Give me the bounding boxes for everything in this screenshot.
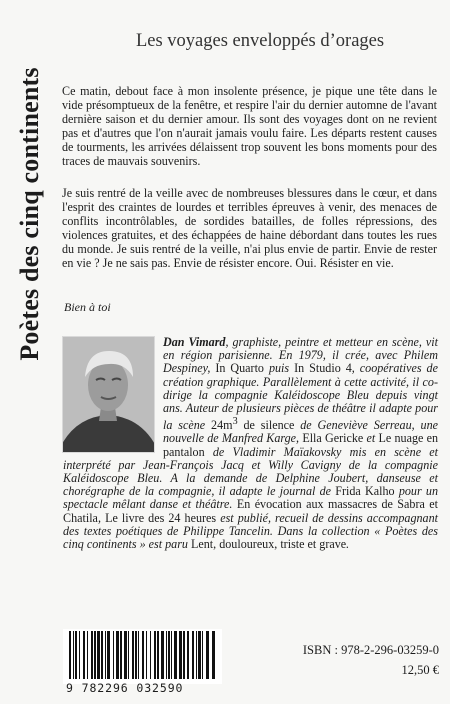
barcode-digits: 9 782296 032590 bbox=[66, 681, 184, 695]
series-name: Poètes des cinq continents bbox=[15, 67, 44, 361]
signoff: Bien à toi bbox=[64, 300, 111, 314]
isbn: ISBN : 978-2-296-03259-0 bbox=[302, 643, 439, 657]
price: 12,50 € bbox=[401, 663, 439, 677]
paragraph-1: Ce matin, debout face à mon insolente présence, je pique une tête dans le vide présomptueux de la fenêtre, et respire l'air du dernier automne de l'avant dernière saison et du dernier amour. Ils sont des voyages dont on ne revient pas et d'autres que l'on n'aurait jamais voulu faire. Les départs restent causes de tourments, les arrivées délaissent trop souvent les bons moments pour des traces de mauvais souvenirs. bbox=[62, 84, 437, 169]
author-name: Dan Vimard bbox=[163, 335, 226, 349]
barcode bbox=[63, 629, 222, 684]
book-title: Les voyages enveloppés d’orages bbox=[135, 31, 385, 51]
paragraph-2: Je suis rentré de la veille avec de nombreuses blessures dans le cœur, et dans l'esprit des craintes de lourdes et terribles épreuves à venir, des menaces de conflits incontrôlables, de sordides batailles, de folles répressions, des violences gratuites, et des échappées de haine débordant dans toutes les rues du monde. Je suis rentré de la veille, n'ai plus envie de partir. Envie de rester en vie ? Je ne sais pas. Envie de résister encore. Oui. Résister en vie. bbox=[62, 186, 437, 271]
author-biography: Dan Vimard, graphiste, peintre et metteur en scène, vit en région parisienne. En 1979, il crée, avec Philem Despiney, In Quarto puis In Studio 4, coopératives de création graphique. Parallèlement à cette activité, il co-dirige la compagnie Kaléidoscope Bleu depuis vingt ans. Auteur de plusieurs pièces de théâtre il adapte pour la scène $24m^3$ de silence de Geneviève Serreau, une nouvelle de Manfred Karge, Ella Gericke et Le nuage en pantalon de Vladimir Maïakovsky mis en scène et interprété par Jean-François Jacq et Willy Cavigny de la compagnie Kaléidoscope Bleu. A la demande de Delphine Joubert, danseuse et chorégraphe de la compagnie, il adapte le journal de Frida Kalho pour un spectacle mêlant danse et théâtre. En évocation aux massacres de Sabra et Chatila, Le livre des 24 heures est publié, recueil de dessins accompagnant des textes poétiques de Philippe Tancelin. Dans la collection « Poètes des cinq continents » est paru Lent, douloureux, triste et grave. bbox=[63, 335, 439, 552]
series-spine-title bbox=[10, 64, 50, 364]
